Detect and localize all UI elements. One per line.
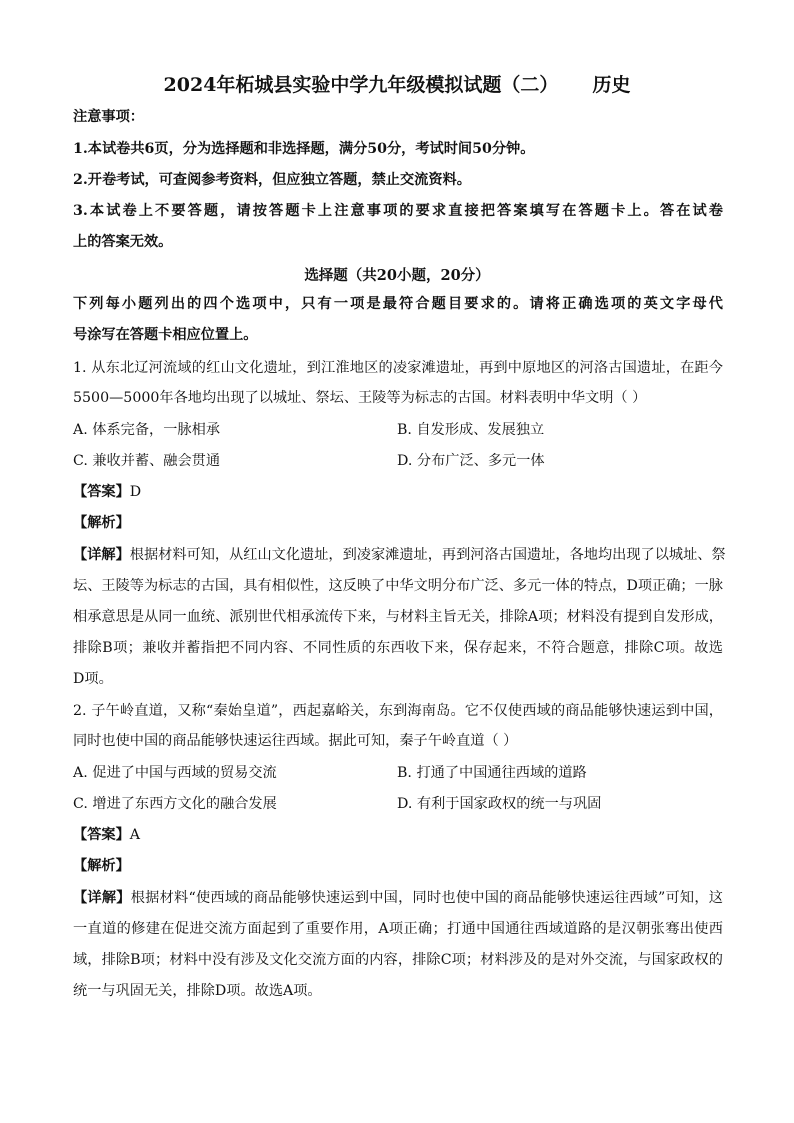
detail-tag: 【详解】 xyxy=(73,547,130,563)
detail-line-4: 统一与巩固无关，排除D项。故选A项。 xyxy=(73,983,322,999)
option-b: B. 打通了中国通往西域的道路 xyxy=(397,765,587,781)
option-b: B. 自发形成、发展独立 xyxy=(397,422,545,438)
detail-tag: 【详解】 xyxy=(73,890,131,906)
notice-heading: 注意事项： xyxy=(73,109,144,125)
section-title: 选择题（共20小题，20分） xyxy=(304,267,490,284)
question-stem: 1. 从东北辽河流域的红山文化遗址，到江淮地区的凌家滩遗址，再到中原地区的河洛古国遗址，在距今 xyxy=(73,360,723,376)
notice-item-3-cont: 上的答案无效。 xyxy=(73,234,173,250)
answer-value: A xyxy=(129,827,141,843)
section-instruction: 下列每小题列出的四个选项中，只有一项是最符合题目要求的。请将正确选项的英文字母代 xyxy=(73,296,723,312)
detail-line-1: 【详解】根据材料可知，从红山文化遗址，到凌家滩遗址，再到河洛古国遗址，各地均出现了以城址、祭 xyxy=(73,547,726,563)
notice-item-3: 3.本试卷上不要答题，请按答题卡上注意事项的要求直接把答案填写在答题卡上。答在试卷 xyxy=(73,203,723,219)
question-stem-cont: 同时也使中国的商品能够快速运往西域。据此可知，秦子午岭直道（ ） xyxy=(73,733,518,749)
title-main: 2024年柘城县实验中学九年级模拟试题（二） xyxy=(163,74,559,96)
detail-line-3: 域，排除B项；材料中没有涉及文化交流方面的内容，排除C项；材料涉及的是对外交流，与国家政权的 xyxy=(73,952,723,968)
option-d: D. 分布广泛、多元一体 xyxy=(397,453,545,469)
section-instruction-cont: 号涂写在答题卡相应位置上。 xyxy=(73,327,258,343)
page-title xyxy=(0,70,794,97)
notice-item-1: 1.本试卷共6页，分为选择题和非选择题，满分50分，考试时间50分钟。 xyxy=(73,141,535,157)
answer-line xyxy=(73,825,723,845)
option-a: A. 促进了中国与西域的贸易交流 xyxy=(73,765,277,781)
question-stem: 2. 子午岭直道，又称“秦始皇道”，西起嘉峪关，东到海南岛。它不仅使西域的商品能够快速运到中国， xyxy=(73,703,723,719)
detail-line-1: 【详解】根据材料“使西域的商品能够快速运到中国，同时也使中国的商品能够快速运往西域”可知，这 xyxy=(73,890,723,906)
detail-line-2: 坛、王陵等为标志的古国，具有相似性，这反映了中华文明分布广泛、多元一体的特点，D项正确；一脉 xyxy=(73,578,723,594)
option-c: C. 兼收并蓄、融会贯通 xyxy=(73,453,221,469)
analysis-tag: 【解析】 xyxy=(73,515,130,531)
detail-line-3: 相承意思是从同一血统、派别世代相承流传下来，与材料主旨无关，排除A项；材料没有提到自发形成， xyxy=(73,609,723,625)
answer-line xyxy=(73,482,723,502)
answer-value: D xyxy=(129,484,142,500)
option-c: C. 增进了东西方文化的融合发展 xyxy=(73,796,277,812)
option-a: A. 体系完备，一脉相承 xyxy=(73,422,220,438)
detail-line-5: D项。 xyxy=(73,671,113,687)
answer-tag: 【答案】 xyxy=(73,827,130,843)
question-stem-cont: 5500—5000年各地均出现了以城址、祭坛、王陵等为标志的古国。材料表明中华文明（ ） xyxy=(73,390,647,406)
analysis-tag: 【解析】 xyxy=(73,858,130,874)
detail-line-4: 排除B项；兼收并蓄指把不同内容、不同性质的东西收下来，保存起来，不符合题意，排除C项。故选 xyxy=(73,640,723,656)
title-subject: 历史 xyxy=(592,74,631,96)
detail-line-2: 一直道的修建在促进交流方面起到了重要作用，A项正确；打通中国通往西域道路的是汉朝张骞出使西 xyxy=(73,921,723,937)
option-d: D. 有利于国家政权的统一与巩固 xyxy=(397,796,602,812)
notice-item-2: 2.开卷考试，可查阅参考资料，但应独立答题，禁止交流资料。 xyxy=(73,172,471,188)
answer-tag: 【答案】 xyxy=(73,484,130,500)
